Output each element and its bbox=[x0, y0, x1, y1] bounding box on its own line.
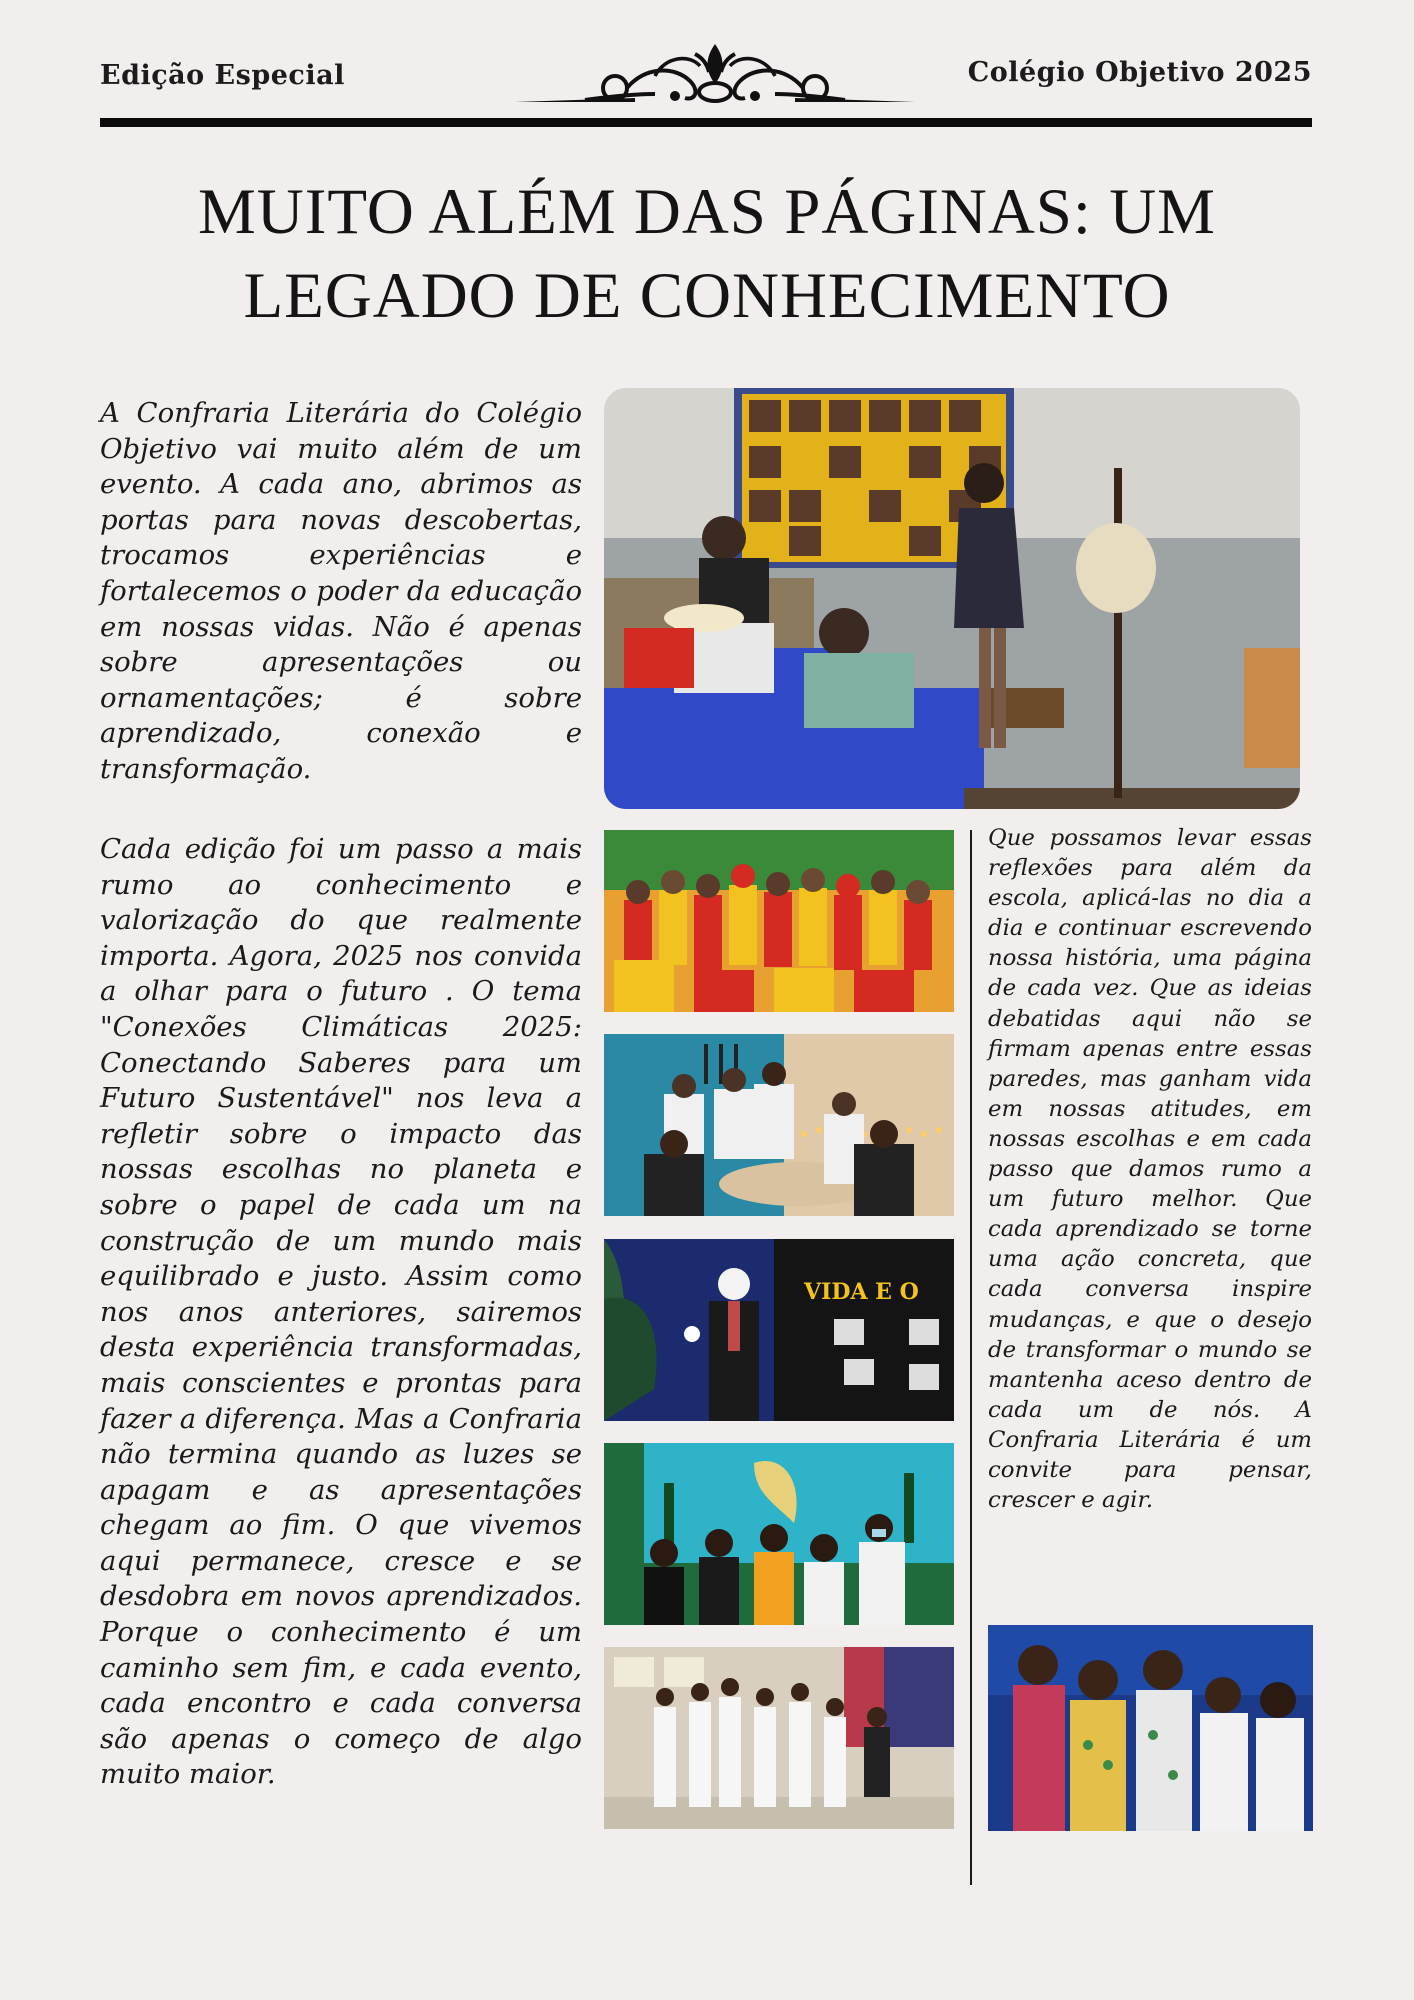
header-rule bbox=[100, 118, 1312, 127]
article-paragraph-1: A Confraria Literária do Colégio Objetivo vai muito além de um evento. A cada ano, abrimos as portas para novas descobertas, trocamos experiências e fortalecemos o poder da educação em nossas vidas. Não é apenas sobre apresentações ou ornamentações; é sobre aprendizado, conexão e transformação. bbox=[100, 397, 582, 785]
article-title: MUITO ALÉM DAS PÁGINAS: UM LEGADO DE CONHECIMENTO bbox=[198, 176, 1216, 332]
photo-five-students bbox=[988, 1625, 1313, 1831]
photo-dinner-scene bbox=[604, 1034, 954, 1216]
photo-group-desert bbox=[604, 1443, 954, 1625]
header-right-label: Colégio Objetivo 2025 bbox=[967, 57, 1312, 88]
header-left-label: Edição Especial bbox=[100, 60, 345, 91]
vida-sign: VIDA E O bbox=[804, 1279, 919, 1305]
photo-living-room-scene bbox=[604, 388, 1300, 809]
column-divider bbox=[970, 830, 972, 1885]
photo-costumed-group bbox=[604, 830, 954, 1012]
article-paragraph-2: Cada edição foi um passo a mais rumo ao conhecimento e valorização do que realmente importa. Agora, 2025 nos convida a olhar para o futuro . O tema "Conexões Climáticas 2025: Conectando Saberes para um Futuro Sustentável" nos leva a refletir sobre o impacto das nossas escolhas no planeta e sobre o papel de cada um na construção de um mundo mais equilibrado e justo. Assim como nos anos anteriores, sairemos desta experiência transformadas, mais conscientes e prontas para fazer a diferença. Mas a Confraria não termina quando as luzes se apagam e as apresentações chegam ao fim. O que vivemos aqui permanece, cresce e se desdobra em novos aprendizados. Porque o conhecimento é um caminho sem fim, e cada evento, cada encontro e cada conversa são apenas o começo de algo muito maior. bbox=[100, 833, 582, 1791]
photo-white-dancers bbox=[604, 1647, 954, 1829]
photo-mime-stage bbox=[604, 1239, 954, 1421]
scroll-ornament-icon bbox=[515, 36, 915, 111]
article-paragraph-3: Que possamos levar essas reflexões para além da escola, aplicá-las no dia a dia e continuar escrevendo nossa história, uma página de cada vez. Que as ideias debatidas aqui não se firmam apenas entre essas paredes, mas ganham vida em nossas atitudes, em nossas escolhas e em cada passo que damos rumo a um futuro melhor. Que cada aprendizado se torne uma ação concreta, que cada conversa inspire mudanças, e que o desejo de transformar o mundo se mantenha aceso dentro de cada um de nós. A Confraria Literária é um convite para pensar, crescer e agir. bbox=[988, 825, 1312, 1514]
